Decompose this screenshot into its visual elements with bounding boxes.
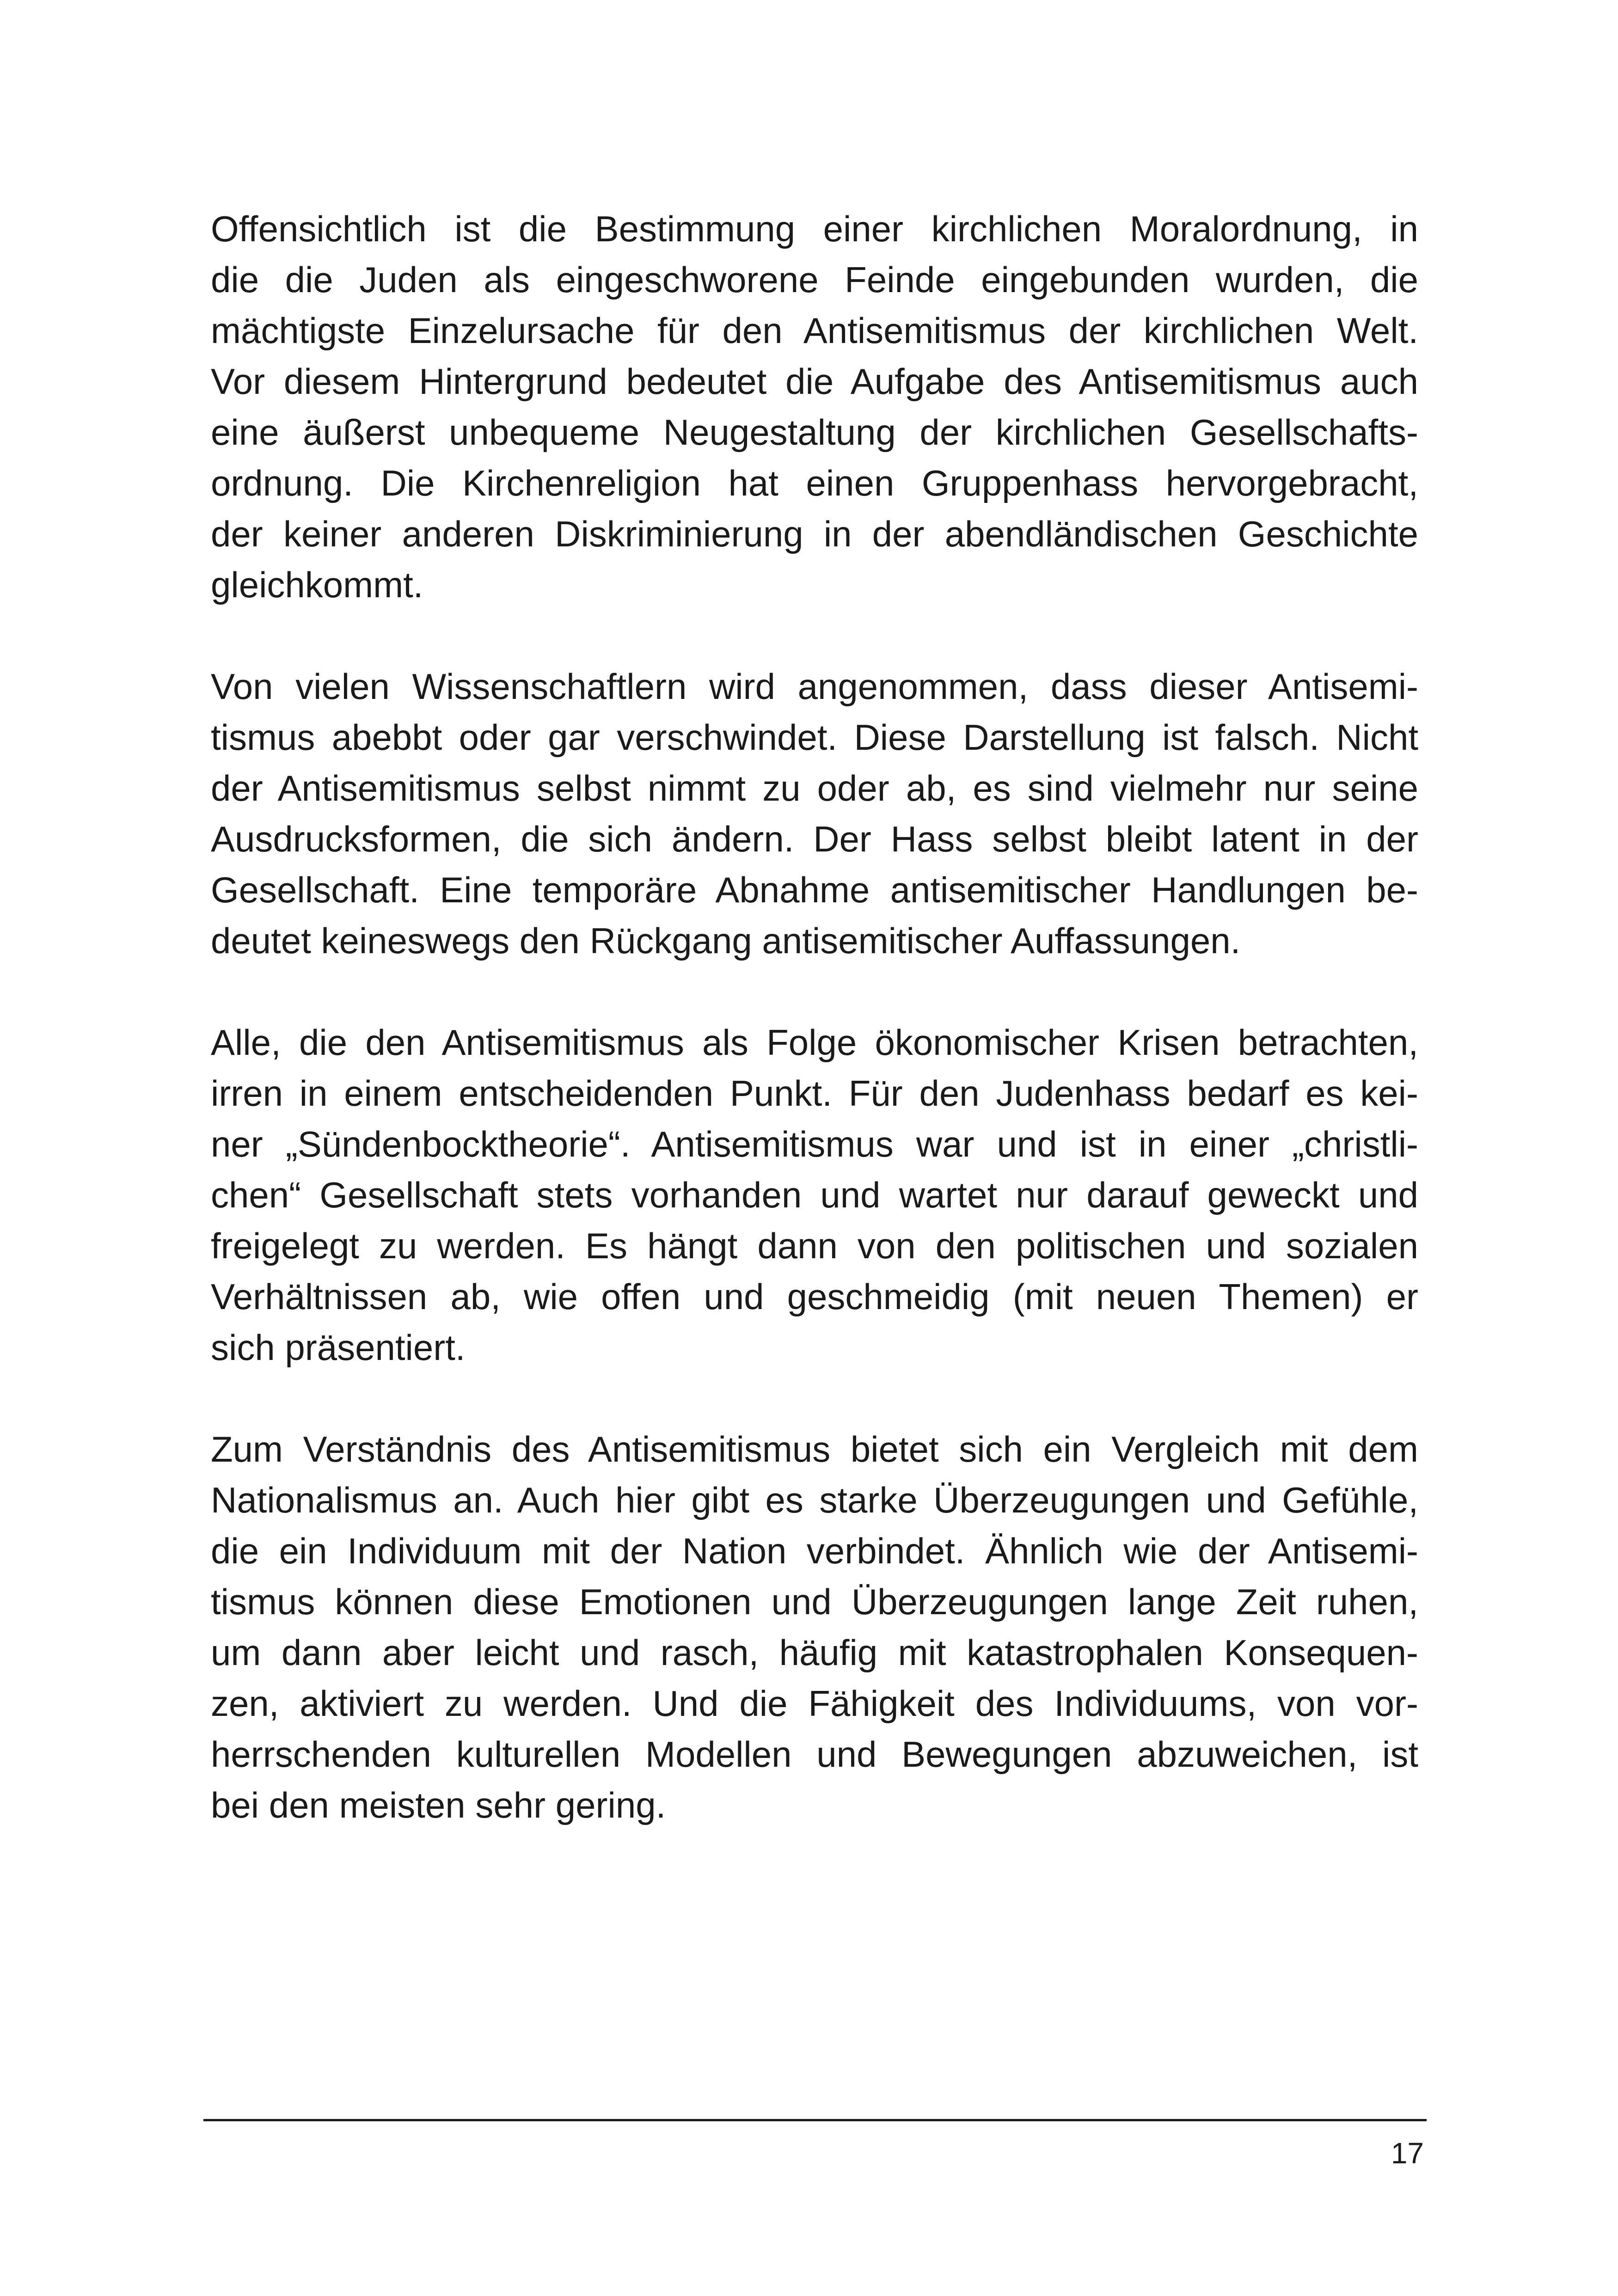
text-line: sich präsentiert. [211,1327,466,1368]
text-line: Alle, die den Antisemitismus als Folge ökonomischer Krisen betrachten, [211,1022,1418,1063]
text-line: gleichkommt. [211,564,423,605]
text-line: herrschenden kulturellen Modellen und Bewegungen abzuweichen, ist [211,1734,1418,1775]
text-line: die die Juden als eingeschworene Feinde eingebunden wurden, die [211,259,1418,300]
text-line: der keiner anderen Diskriminierung in der abendländischen Geschichte [211,514,1418,554]
text-line: tismus können diese Emotionen und Überzeugungen lange Zeit ruhen, [211,1581,1418,1622]
page-number: 17 [1391,2137,1424,2170]
text-line: Vor diesem Hintergrund bedeutet die Aufgabe des Antisemitismus auch [211,361,1418,402]
text-line: die ein Individuum mit der Nation verbindet. Ähnlich wie der Antisemi- [211,1531,1418,1571]
paragraph-2 [211,661,1418,966]
text-line: um dann aber leicht und rasch, häufig mit katastrophalen Konsequen- [211,1632,1418,1673]
text-line: irren in einem entscheidenden Punkt. Für den Judenhass bedarf es kei- [211,1073,1418,1114]
text-line: tismus abebbt oder gar verschwindet. Diese Darstellung ist falsch. Nicht [211,717,1418,758]
paragraph-3 [211,1017,1418,1373]
text-line: zen, aktiviert zu werden. Und die Fähigkeit des Individuums, von vor- [211,1683,1418,1724]
text-line: Ausdrucksformen, die sich ändern. Der Hass selbst bleibt latent in der [211,819,1418,859]
text-line: Offensichtlich ist die Bestimmung einer kirchlichen Moralordnung, in [211,208,1418,249]
text-line: mächtigste Einzelursache für den Antisemitismus der kirchlichen Welt. [211,310,1418,351]
paragraph-1 [211,203,1418,610]
text-line: Verhältnissen ab, wie offen und geschmeidig (mit neuen Themen) er [211,1276,1418,1317]
text-line: freigelegt zu werden. Es hängt dann von den politischen und sozialen [211,1225,1418,1266]
body-text [211,203,1418,1881]
text-line: bei den meisten sehr gering. [211,1785,666,1825]
text-line: Gesellschaft. Eine temporäre Abnahme antisemitischer Handlungen be- [211,869,1418,910]
footer-divider [203,2119,1427,2121]
text-line: Nationalismus an. Auch hier gibt es starke Überzeugungen und Gefühle, [211,1480,1418,1520]
text-line: der Antisemitismus selbst nimmt zu oder ab, es sind vielmehr nur seine [211,768,1418,808]
text-line: eine äußerst unbequeme Neugestaltung der kirchlichen Gesellschafts- [211,412,1418,453]
text-line: deutet keineswegs den Rückgang antisemitischer Auffassungen. [211,920,1241,961]
text-line: ordnung. Die Kirchenreligion hat einen Gruppenhass hervorgebracht, [211,463,1418,503]
text-line: Zum Verständnis des Antisemitismus bietet sich ein Vergleich mit dem [211,1429,1418,1469]
text-line: ner „Sündenbocktheorie“. Antisemitismus war und ist in einer „christli- [211,1124,1418,1164]
text-line: chen“ Gesellschaft stets vorhanden und wartet nur darauf geweckt und [211,1175,1418,1215]
paragraph-4 [211,1424,1418,1831]
text-line: Von vielen Wissenschaftlern wird angenommen, dass dieser Antisemi- [211,666,1418,707]
